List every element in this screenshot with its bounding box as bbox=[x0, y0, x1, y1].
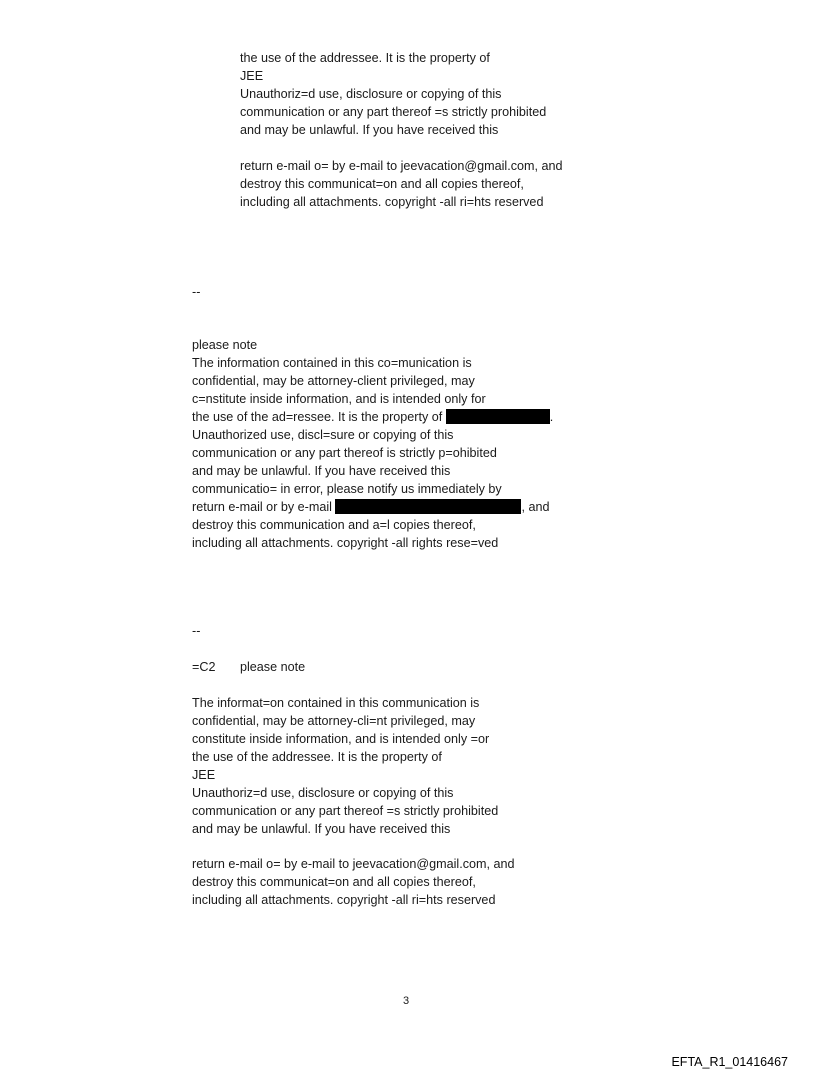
block3-line: constitute inside information, and is intended only =or bbox=[192, 732, 490, 746]
block3-line: The informat=on contained in this communication is bbox=[192, 696, 480, 710]
property-text: the use of the ad=ressee. It is the property of bbox=[192, 410, 446, 424]
block2-line: communicatio= in error, please notify us immediately by bbox=[192, 482, 502, 496]
block3-line: JEE bbox=[192, 768, 216, 782]
block1-line: and may be unlawful. If you have received this bbox=[240, 123, 499, 137]
block1-line: JEE bbox=[240, 69, 264, 83]
block1-line: return e-mail o= by e-mail to jeevacation@gmail.com, and bbox=[240, 159, 563, 173]
block2-heading: please note bbox=[192, 338, 258, 352]
block2-line: The information contained in this co=munication is bbox=[192, 356, 472, 370]
block2-line: including all attachments. copyright -all rights rese=ved bbox=[192, 536, 499, 550]
block1-line: including all attachments. copyright -all ri=hts reserved bbox=[240, 195, 544, 209]
block2-line: destroy this communication and a=l copies thereof, bbox=[192, 518, 476, 532]
block3-line: including all attachments. copyright -all ri=hts reserved bbox=[192, 893, 496, 907]
block3-line: destroy this communicat=on and all copies thereof, bbox=[192, 875, 476, 889]
block3-heading bbox=[192, 658, 305, 676]
redaction-box bbox=[335, 499, 521, 514]
document-id: EFTA_R1_01416467 bbox=[671, 1055, 788, 1069]
block2-line-property bbox=[192, 408, 553, 426]
encoding-prefix: =C2 bbox=[192, 660, 216, 674]
heading-text: please note bbox=[240, 660, 306, 674]
property-end: . bbox=[549, 410, 554, 424]
redaction-box bbox=[446, 409, 550, 424]
block2-line: Unauthorized use, discl=sure or copying of this bbox=[192, 428, 454, 442]
block1-line: Unauthoriz=d use, disclosure or copying of this bbox=[240, 87, 502, 101]
block2-line: c=nstitute inside information, and is intended only for bbox=[192, 392, 486, 406]
block1-line: destroy this communicat=on and all copies thereof, bbox=[240, 177, 524, 191]
block2-line: confidential, may be attorney-client privileged, may bbox=[192, 374, 475, 388]
email-text: return e-mail or by e-mail bbox=[192, 500, 336, 514]
page-number: 3 bbox=[403, 995, 410, 1007]
block2-line: and may be unlawful. If you have received this bbox=[192, 464, 451, 478]
email-end: , and bbox=[521, 500, 550, 514]
block2-line-email bbox=[192, 498, 550, 516]
block2-line: communication or any part thereof is strictly p=ohibited bbox=[192, 446, 497, 460]
block3-line: and may be unlawful. If you have received this bbox=[192, 822, 451, 836]
block3-line: the use of the addressee. It is the property of bbox=[192, 750, 442, 764]
block3-line: confidential, may be attorney-cli=nt privileged, may bbox=[192, 714, 476, 728]
block3-line: communication or any part thereof =s strictly prohibited bbox=[192, 804, 499, 818]
block1-line: the use of the addressee. It is the property of bbox=[240, 51, 490, 65]
separator: -- bbox=[192, 285, 201, 299]
block3-line: Unauthoriz=d use, disclosure or copying of this bbox=[192, 786, 454, 800]
block1-line: communication or any part thereof =s strictly prohibited bbox=[240, 105, 547, 119]
separator: -- bbox=[192, 624, 201, 638]
block3-line: return e-mail o= by e-mail to jeevacation@gmail.com, and bbox=[192, 857, 515, 871]
